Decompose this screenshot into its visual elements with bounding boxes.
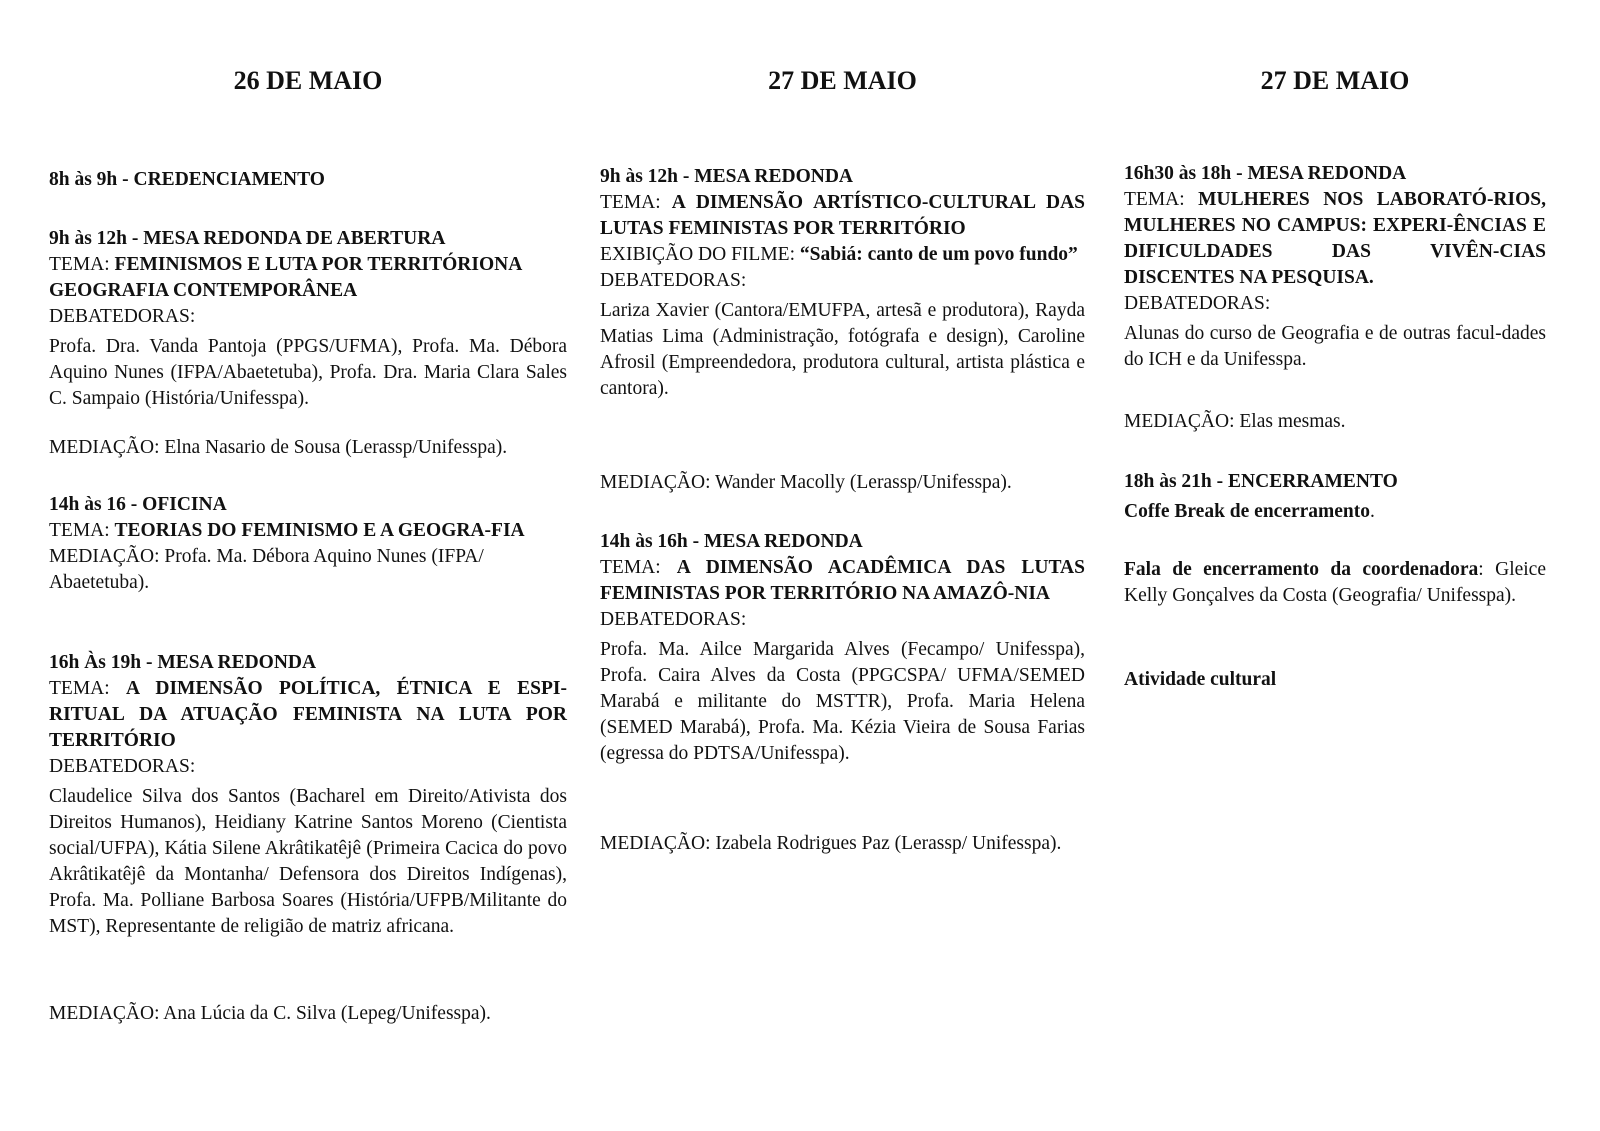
cultural-activity (1124, 667, 1546, 693)
debaters-label: DEBATEDORAS: (49, 306, 196, 327)
debaters-text: Profa. Dra. Vanda Pantoja (PPGS/UFMA), Profa. Ma. Débora Aquino Nunes (IFPA/Abaetetuba), Profa. Dra. Maria Clara Sales C. Sampaio (História/Unifesspa). (49, 336, 567, 409)
session-theme (1124, 187, 1546, 291)
debaters-text: Lariza Xavier (Cantora/EMUFPA, artesã e produtora), Rayda Matias Lima (Administração, fotógrafa e design), Caroline Afrosil (Empreendedora, produtora cultural, artista plástica e cantora). (600, 300, 1085, 399)
debaters-text: Profa. Ma. Ailce Margarida Alves (Fecampo/ Unifesspa), Profa. Caira Alves da Costa (PPGCSPA/ UFMA/SEMED Marabá e militante do MSTTR), Profa. Maria Helena (SEMED Marabá), Profa. Ma. Kézia Vieira de Sousa Farias (egressa do PDTSA/Unifesspa). (600, 639, 1085, 764)
session-mediation (600, 470, 1085, 496)
film-label: EXIBIÇÃO DO FILME: (600, 244, 800, 265)
theme-text: FEMINISMOS E LUTA POR TERRITÓRIONA GEOGRAFIA CONTEMPORÂNEA (49, 254, 522, 301)
session-roundtable-artistic (600, 164, 1085, 402)
session-roundtable-women-campus (1124, 161, 1546, 373)
session-time: 18h às 21h - ENCERRAMENTO (1124, 471, 1398, 492)
debaters-label: DEBATEDORAS: (1124, 293, 1271, 314)
session-opening-roundtable (49, 226, 567, 412)
mediation-text: MEDIAÇÃO: Izabela Rodrigues Paz (Lerassp/ Unifesspa). (600, 833, 1062, 854)
session-time: 14h às 16 - OFICINA (49, 494, 227, 515)
theme-text: A DIMENSÃO ARTÍSTICO-CULTURAL DAS LUTAS FEMINISTAS POR TERRITÓRIO (600, 192, 1085, 239)
session-theme (49, 518, 567, 544)
theme-label: TEMA: (49, 254, 115, 275)
session-workshop (49, 492, 567, 596)
session-mediation (49, 435, 567, 461)
day-title: 27 DE MAIO (1260, 66, 1410, 95)
mediation-text: MEDIAÇÃO: Elna Nasario de Sousa (Lerassp/Unifesspa). (49, 437, 508, 458)
theme-label: TEMA: (1124, 189, 1199, 210)
debaters-label: DEBATEDORAS: (49, 756, 196, 777)
session-time: 16h Às 19h - MESA REDONDA (49, 652, 317, 673)
theme-text: MULHERES NOS LABORATÓ-RIOS, MULHERES NO CAMPUS: EXPERI-ÊNCIAS E DIFICULDADES DAS VIVÊN-CIAS DISCENTES NA PESQUISA. (1124, 189, 1546, 288)
session-closing (1124, 469, 1546, 525)
closing-speech-speaker: : Gleice Kelly Gonçalves da Costa (Geografia/ Unifesspa). (1124, 559, 1546, 606)
session-time: 16h30 às 18h - MESA REDONDA (1124, 163, 1407, 184)
mediation-text: MEDIAÇÃO: Profa. Ma. Débora Aquino Nunes (IFPA/ Abaetetuba). (49, 546, 484, 593)
closing-speech (1124, 557, 1546, 609)
session-mediation (1124, 409, 1546, 435)
session-time: 9h às 12h - MESA REDONDA DE ABERTURA (49, 228, 446, 249)
coffee-break-text: Coffe Break de encerramento (1124, 501, 1371, 522)
session-credentials (49, 167, 567, 193)
session-mediation (600, 831, 1085, 857)
session-mediation (49, 1001, 567, 1027)
theme-text: TEORIAS DO FEMINISMO E A GEOGRA-FIA (114, 520, 525, 541)
debaters-text: Alunas do curso de Geografia e de outras facul-dades do ICH e da Unifesspa. (1124, 323, 1546, 370)
session-theme (49, 676, 567, 754)
coffee-break-dot: . (1370, 501, 1375, 522)
film-screening (600, 242, 1085, 268)
closing-speech-text (1124, 557, 1546, 609)
session-time: 9h às 12h - MESA REDONDA (600, 166, 853, 187)
mediation-text: MEDIAÇÃO: Wander Macolly (Lerassp/Unifesspa). (600, 472, 1012, 493)
theme-text: A DIMENSÃO ACADÊMICA DAS LUTAS FEMINISTAS POR TERRITÓRIO NA AMAZÔ-NIA (600, 557, 1085, 604)
day-title: 27 DE MAIO (768, 66, 917, 95)
theme-label: TEMA: (49, 520, 115, 541)
theme-label: TEMA: (600, 557, 677, 578)
session-roundtable-academic (600, 529, 1085, 767)
session-roundtable-political (49, 650, 567, 940)
film-title: “Sabiá: canto de um povo fundo” (799, 244, 1078, 265)
coffee-break (1124, 499, 1546, 525)
session-theme (49, 252, 567, 304)
theme-label: TEMA: (600, 192, 672, 213)
session-theme (600, 555, 1085, 607)
session-time: 14h às 16h - MESA REDONDA (600, 531, 863, 552)
theme-label: TEMA: (49, 678, 127, 699)
mediation-text: MEDIAÇÃO: Ana Lúcia da C. Silva (Lepeg/Unifesspa). (49, 1003, 491, 1024)
debaters-text: Claudelice Silva dos Santos (Bacharel em Direito/Ativista dos Direitos Humanos), Heidiany Katrine Santos Moreno (Cientista social/UFPA), Kátia Silene Akrâtikatêjê (Primeira Cacica do povo Akrâtikatêjê da Montanha/ Defensora dos Direitos Indígenas), Profa. Ma. Polliane Barbosa Soares (História/UFPB/Militante do MST), Representante de religião de matriz africana. (49, 786, 567, 937)
cultural-activity-text: Atividade cultural (1124, 669, 1277, 690)
mediation-text: MEDIAÇÃO: Elas mesmas. (1124, 411, 1346, 432)
debaters-label: DEBATEDORAS: (600, 270, 747, 291)
closing-speech-label: Fala de encerramento da coordenadora (1124, 559, 1479, 580)
day-title: 26 DE MAIO (233, 66, 383, 95)
debaters-label: DEBATEDORAS: (600, 609, 747, 630)
session-theme (600, 190, 1085, 242)
theme-text: A DIMENSÃO POLÍTICA, ÉTNICA E ESPI-RITUAL DA ATUAÇÃO FEMINISTA NA LUTA POR TERRITÓRIO (49, 678, 567, 751)
session-time: 8h às 9h - CREDENCIAMENTO (49, 169, 325, 190)
